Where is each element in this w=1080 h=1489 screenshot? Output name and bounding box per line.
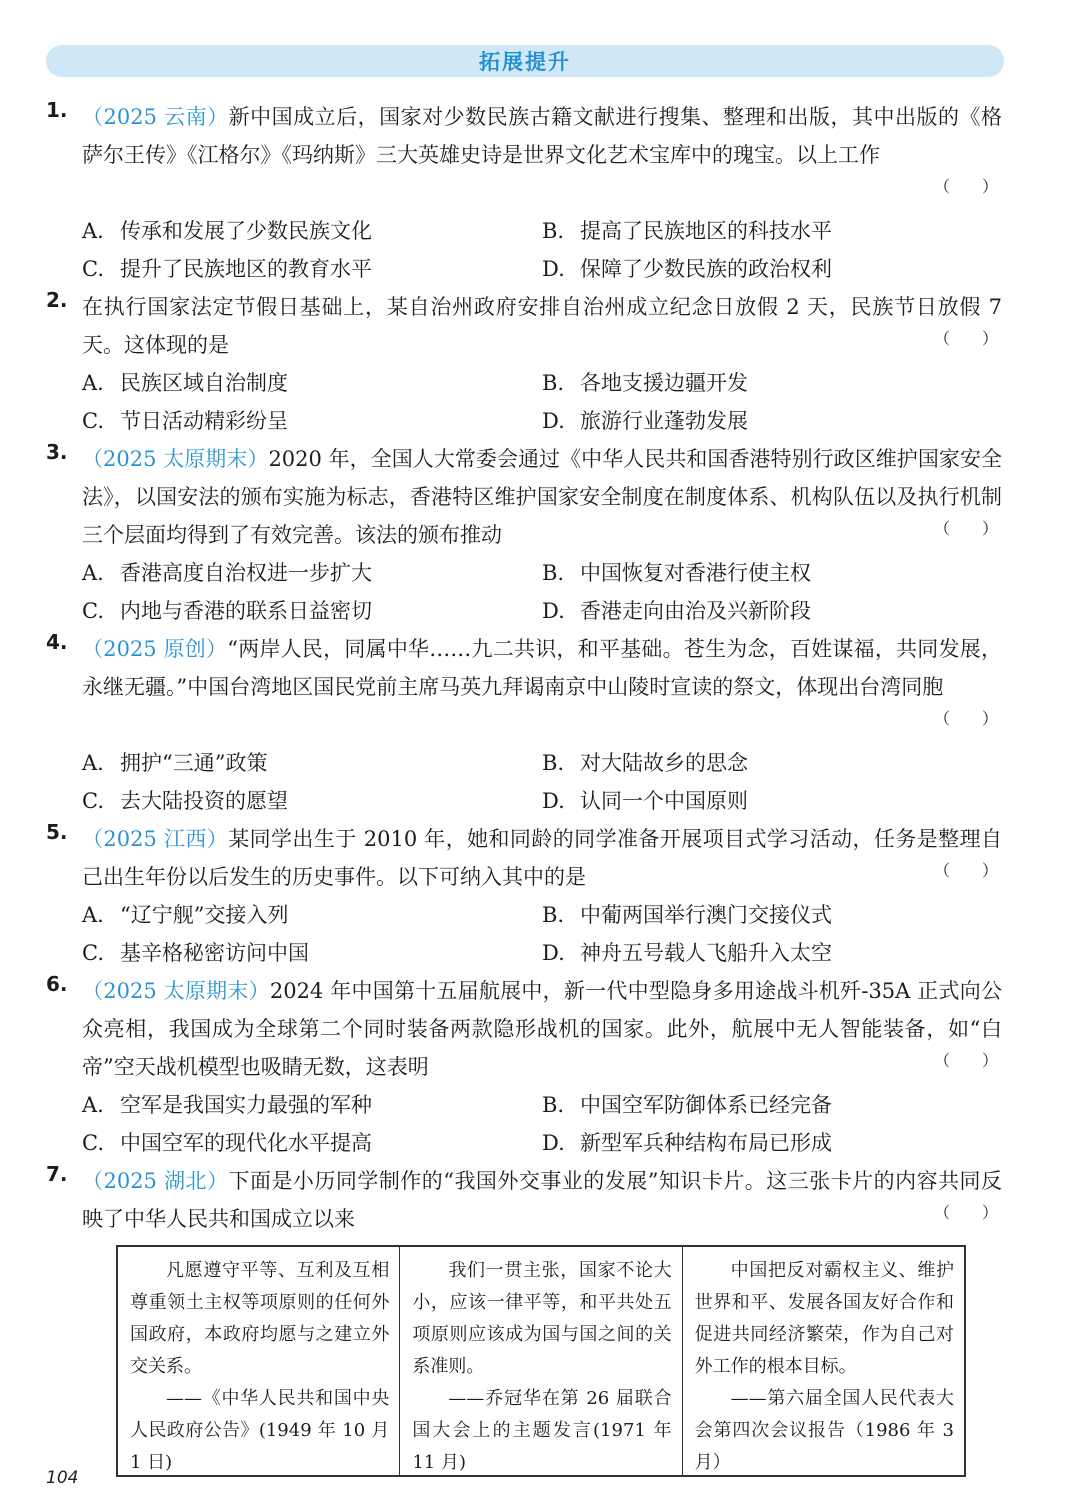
question-stem	[82, 1162, 1002, 1238]
question-source: （2025 湖北）	[82, 1169, 229, 1193]
question-stem	[82, 630, 1002, 744]
question-source: （2025 太原期末）	[82, 447, 269, 471]
question-number: 7.	[46, 1162, 68, 1186]
card-text: 我们一贯主张，国家不论大小，应该一律平等，和平共处五项原则应该成为国与国之间的关系准则。	[412, 1260, 672, 1377]
question-text: “两岸人民，同属中华……九二共识，和平基础。苍生为念，百姓谋福，共同发展，永继无疆。”中国台湾地区国民党前主席马英九拜谒南京中山陵时宣读的祭文，体现出台湾同胞	[82, 637, 1002, 699]
option-a: A. “辽宁舰”交接入列	[82, 903, 289, 927]
options	[82, 1086, 1002, 1162]
option-a: A. 传承和发展了少数民族文化	[82, 219, 372, 243]
question-stem	[82, 820, 1002, 896]
question-text: 2024 年中国第十五届航展中，新一代中型隐身多用途战斗机歼-35A 正式向公众亮相，我国成为全球第二个同时装备两款隐形战机的国家。此外，航展中无人智能装备，如“白帝”空天战机模型也吸睛无数，这表明	[82, 979, 1002, 1079]
option-b: B. 对大陆故乡的思念	[542, 751, 748, 775]
question-stem	[82, 440, 1002, 554]
question-stem	[82, 288, 1002, 364]
option-c: C. 去大陆投资的愿望	[82, 789, 288, 813]
option-c: C. 提升了民族地区的教育水平	[82, 257, 372, 281]
answer-bracket: （ ）	[933, 1203, 998, 1222]
option-d: D. 新型军兵种结构布局已形成	[542, 1131, 832, 1155]
question-7	[46, 1162, 1002, 1238]
card-text: 凡愿遵守平等、互利及互相尊重领土主权等项原则的任何外国政府，本政府均愿与之建立外交关系。	[130, 1260, 390, 1377]
option-b: B. 提高了民族地区的科技水平	[542, 219, 832, 243]
answer-bracket: （ ）	[933, 709, 998, 728]
question-4	[46, 630, 1002, 820]
option-d: D. 神舟五号载人飞船升入太空	[542, 941, 832, 965]
options	[82, 744, 1002, 820]
option-b: B. 各地支援边疆开发	[542, 371, 748, 395]
question-source: （2025 云南）	[82, 105, 229, 129]
card-text: 中国把反对霸权主义、维护世界和平、发展各国友好合作和促进共同经济繁荣，作为自己对外工作的根本目标。	[694, 1260, 954, 1377]
option-c: C. 中国空军的现代化水平提高	[82, 1131, 372, 1155]
option-a: A. 香港高度自治权进一步扩大	[82, 561, 372, 585]
question-text: 新中国成立后，国家对少数民族古籍文献进行搜集、整理和出版，其中出版的《格萨尔王传》《江格尔》《玛纳斯》三大英雄史诗是世界文化艺术宝库中的瑰宝。以上工作	[82, 105, 1002, 167]
knowledge-card	[399, 1247, 681, 1475]
question-1	[46, 98, 1002, 288]
question-stem	[82, 972, 1002, 1086]
question-number: 2.	[46, 288, 68, 312]
question-2	[46, 288, 1002, 440]
answer-bracket: （ ）	[933, 519, 998, 538]
section-title: 拓展提升	[479, 50, 571, 74]
options	[82, 364, 1002, 440]
question-stem	[82, 98, 1002, 212]
option-b: B. 中国恢复对香港行使主权	[542, 561, 811, 585]
page-number: 104	[46, 1468, 79, 1488]
options	[82, 212, 1002, 288]
card-source: ——第六届全国人民代表大会第四次会议报告（1986 年 3 月）	[694, 1388, 954, 1473]
knowledge-card	[682, 1247, 964, 1475]
knowledge-card	[118, 1247, 399, 1475]
options	[82, 554, 1002, 630]
question-text: 下面是小历同学制作的“我国外交事业的发展”知识卡片。这三张卡片的内容共同反映了中华人民共和国成立以来	[82, 1169, 1003, 1231]
question-6	[46, 972, 1002, 1162]
option-b: B. 中葡两国举行澳门交接仪式	[542, 903, 832, 927]
question-source: （2025 太原期末）	[82, 979, 270, 1003]
option-d: D. 保障了少数民族的政治权利	[542, 257, 832, 281]
option-a: A. 空军是我国实力最强的军种	[82, 1093, 372, 1117]
section-header	[46, 45, 1004, 77]
option-d: D. 认同一个中国原则	[542, 789, 748, 813]
option-a: A. 拥护“三通”政策	[82, 751, 268, 775]
question-number: 5.	[46, 820, 68, 844]
option-a: A. 民族区域自治制度	[82, 371, 288, 395]
question-text: 某同学出生于 2010 年，她和同龄的同学准备开展项目式学习活动，任务是整理自己出生年份以后发生的历史事件。以下可纳入其中的是	[82, 827, 1002, 889]
question-number: 3.	[46, 440, 68, 464]
option-b: B. 中国空军防御体系已经完备	[542, 1093, 832, 1117]
question-5	[46, 820, 1002, 972]
question-text: 在执行国家法定节假日基础上，某自治州政府安排自治州成立纪念日放假 2 天，民族节日放假 7 天。这体现的是	[82, 295, 1002, 357]
question-number: 1.	[46, 98, 68, 122]
option-c: C. 内地与香港的联系日益密切	[82, 599, 372, 623]
question-number: 4.	[46, 630, 68, 654]
question-source: （2025 原创）	[82, 637, 228, 661]
option-d: D. 旅游行业蓬勃发展	[542, 409, 748, 433]
answer-bracket: （ ）	[933, 177, 998, 196]
answer-bracket: （ ）	[933, 861, 998, 880]
answer-bracket: （ ）	[933, 1051, 998, 1070]
answer-bracket: （ ）	[933, 329, 998, 348]
knowledge-cards	[116, 1245, 966, 1477]
option-c: C. 基辛格秘密访问中国	[82, 941, 309, 965]
question-text: 2020 年，全国人大常委会通过《中华人民共和国香港特别行政区维护国家安全法》，以国安法的颁布实施为标志，香港特区维护国家安全制度在制度体系、机构队伍以及执行机制三个层面均得到了有效完善。该法的颁布推动	[82, 447, 1002, 547]
option-d: D. 香港走向由治及兴新阶段	[542, 599, 811, 623]
question-source: （2025 江西）	[82, 827, 229, 851]
options	[82, 896, 1002, 972]
question-number: 6.	[46, 972, 68, 996]
option-c: C. 节日活动精彩纷呈	[82, 409, 288, 433]
question-3	[46, 440, 1002, 630]
card-source: ——乔冠华在第 26 届联合国大会上的主题发言(1971 年 11 月)	[412, 1388, 672, 1473]
question-list	[46, 98, 1002, 1238]
card-source: ——《中华人民共和国中央人民政府公告》(1949 年 10 月 1 日)	[130, 1388, 390, 1473]
